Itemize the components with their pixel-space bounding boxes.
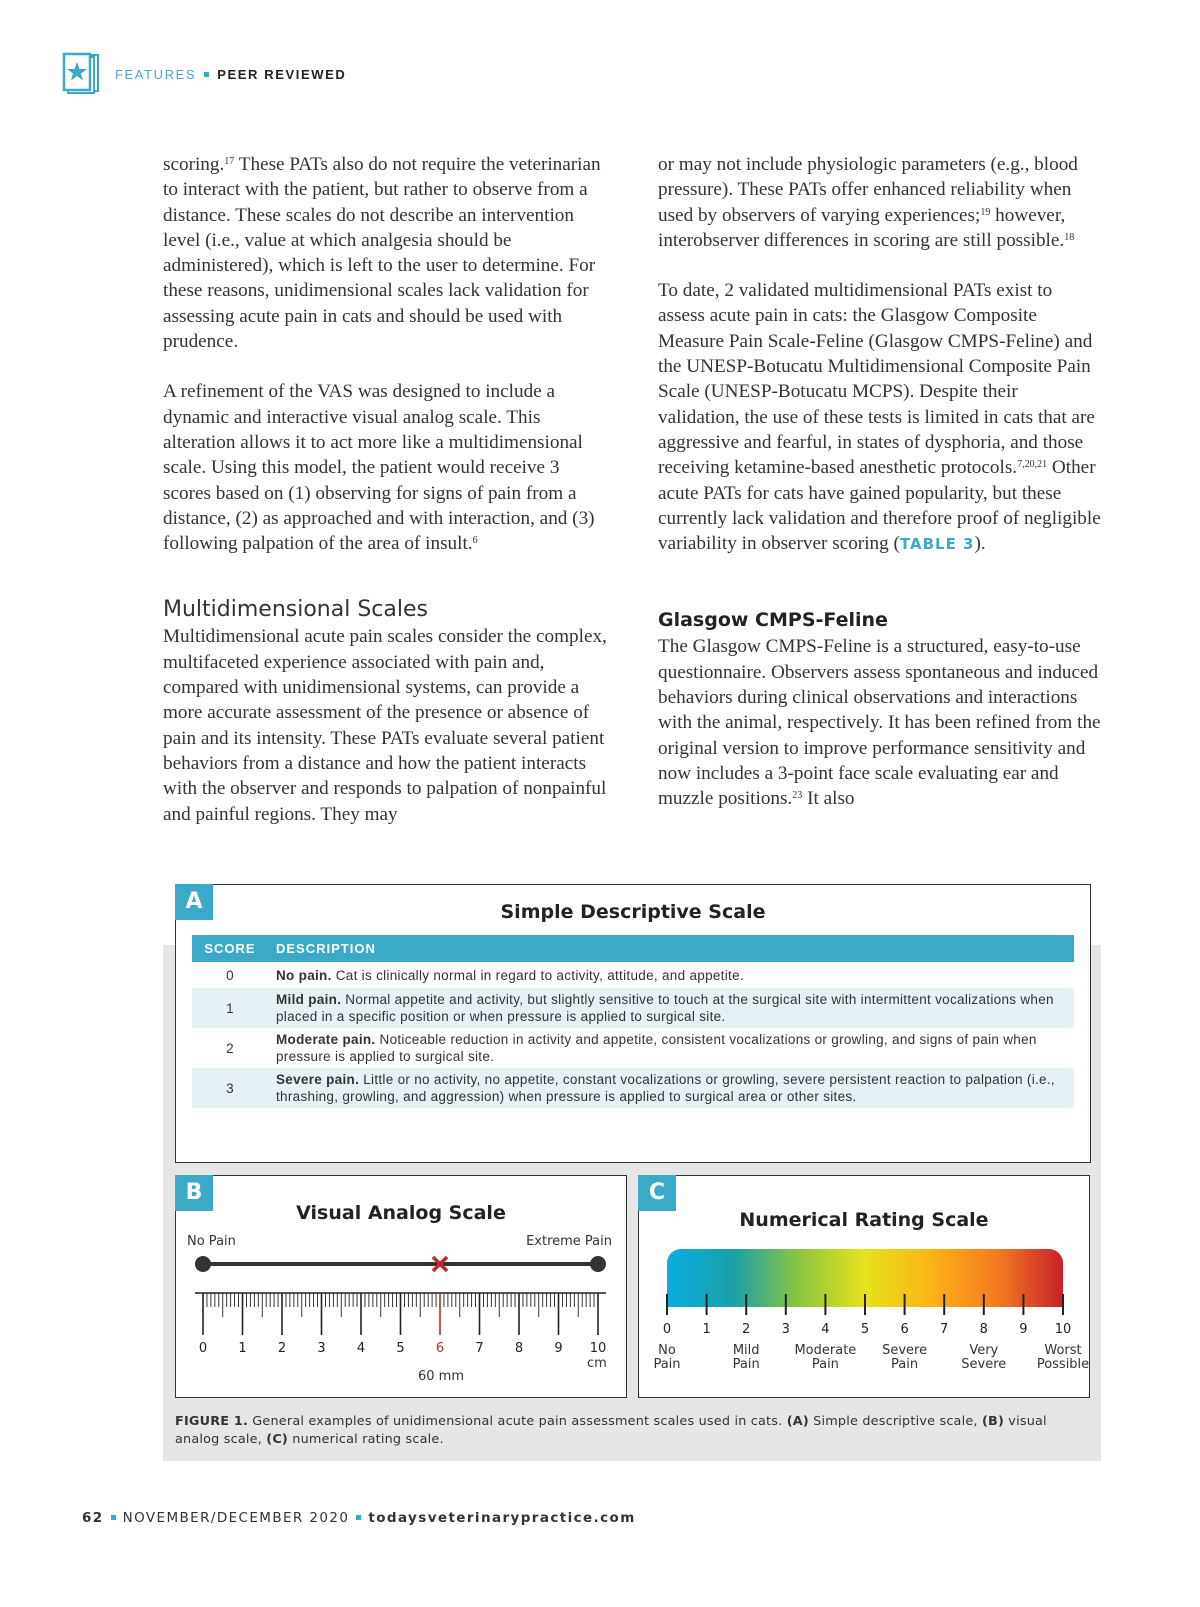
- unit-label: cm: [587, 1356, 607, 1371]
- section-label: FEATURES: [115, 67, 197, 82]
- column-header-description: DESCRIPTION: [268, 935, 1074, 962]
- label-line: Pain: [653, 1357, 681, 1372]
- panel-title: Numerical Rating Scale: [739, 1209, 989, 1231]
- text: To date, 2 validated multidimensional PATs exist to assess acute pain in cats: the Glasgow Composite Measure Pain Scale-Feline (Glasgow CMPS-Feline) and the UNESP-Botucatu Multidimensional Composite Pain Scale (UNESP-Botucatu MCPS). Despite their validation, the use of these tests is limited in cats that are aggressive and fearful, in states of dysphoria, and those receiving ketamine-based anesthetic protocols.: [658, 280, 1095, 479]
- vas-ruler: [176, 1176, 626, 1396]
- scale-tick-label: 0: [662, 1322, 672, 1337]
- paragraph: [658, 634, 1103, 811]
- ruler-tick-label: 3: [317, 1341, 326, 1356]
- label-line: Pain: [891, 1357, 919, 1372]
- description-cell: [268, 1068, 1074, 1108]
- section-header: [115, 67, 346, 82]
- text: It also: [802, 788, 855, 810]
- description-cell: [268, 988, 1074, 1028]
- ruler-tick-label: 4: [356, 1341, 366, 1356]
- table-row: [192, 962, 1074, 988]
- right-column: [658, 152, 1103, 837]
- label-line: Pain: [732, 1357, 760, 1372]
- text: visual analog scale,: [175, 1414, 1047, 1447]
- citation: 23: [792, 790, 803, 802]
- panel-c-numerical-rating-scale: [638, 1175, 1090, 1398]
- pain-category-label: [786, 1344, 864, 1372]
- text: scoring.: [163, 154, 225, 175]
- pain-level-label: Severe pain.: [276, 1072, 360, 1087]
- label-line: Mild: [732, 1343, 760, 1358]
- citation: 19: [980, 206, 991, 218]
- subsection-heading: Glasgow CMPS-Feline: [658, 609, 888, 632]
- pain-category-label: [945, 1344, 1023, 1372]
- scale-tick-label: 4: [821, 1322, 830, 1337]
- text: or may not include physiologic parameters (e.g., blood pressure). These PATs offer enhanced reliability when used by observers of varying experiences;: [658, 154, 1078, 226]
- caption-label: FIGURE 1.: [175, 1414, 249, 1429]
- panel-letter: A: [175, 884, 213, 920]
- paragraph: [658, 278, 1103, 557]
- extreme-pain-label: Extreme Pain: [526, 1234, 612, 1249]
- separator-dot: [356, 1515, 361, 1520]
- scale-tick-label: 6: [900, 1322, 909, 1337]
- table-row: [192, 1068, 1074, 1108]
- panel-b-visual-analog-scale: [175, 1175, 627, 1398]
- text: (A): [786, 1414, 809, 1429]
- table-row: [192, 1028, 1074, 1068]
- label-line: No: [658, 1343, 676, 1358]
- text: Simple descriptive scale,: [808, 1414, 982, 1429]
- separator-dot: [204, 72, 209, 77]
- label-line: Very: [969, 1343, 999, 1358]
- scale-tick-label: 9: [1019, 1322, 1028, 1337]
- pain-level-label: No pain.: [276, 967, 332, 983]
- label-line: Severe: [961, 1357, 1007, 1372]
- pain-category-label: [866, 1344, 944, 1372]
- paragraph: [163, 379, 608, 556]
- score-cell: 0: [226, 967, 234, 983]
- figure-caption: [175, 1413, 1085, 1449]
- text: numerical rating scale.: [287, 1432, 444, 1447]
- score-cell: 3: [192, 1068, 268, 1108]
- panel-title: Visual Analog Scale: [296, 1202, 506, 1224]
- text: (C): [266, 1432, 288, 1447]
- paragraph: [163, 152, 608, 354]
- no-pain-label: No Pain: [187, 1234, 236, 1249]
- citation: 18: [1064, 231, 1075, 243]
- pain-score-table: [192, 935, 1074, 1108]
- paragraph: Multidimensional acute pain scales consider the complex, multifaceted experience associated with pain and, compared with unidimensional systems, can provide a more accurate assessment of the presence or absence of pain and its intensity. These PATs evaluate several patient behaviors from a distance and how the patient interacts with the observer and responds to palpation of nonpainful and painful regions. They may: [163, 626, 607, 825]
- pain-category-label: [707, 1344, 785, 1372]
- citation: 7,20,21: [1017, 459, 1048, 471]
- description-text: Little or no activity, no appetite, constant vocalizations or growling, severe persistent reaction to palpation (i.e., thrashing, growling, and aggression) when pressure is applied to surgical area or other sites.: [276, 1072, 1055, 1104]
- panel-a-simple-descriptive-scale: [175, 884, 1091, 1163]
- text: however, interobserver differences in scoring are still possible.: [658, 204, 1066, 251]
- score-cell: 1: [192, 988, 268, 1028]
- text: ).: [974, 533, 986, 555]
- vas-endpoint-right: [590, 1256, 606, 1272]
- label-line: Pain: [811, 1357, 839, 1372]
- pain-category-label: [628, 1344, 706, 1372]
- ruler-tick-label: 8: [514, 1341, 524, 1356]
- table-3-link[interactable]: TABLE 3: [899, 535, 975, 554]
- left-column: [163, 152, 608, 852]
- text: (B): [981, 1414, 1005, 1429]
- vas-endpoint-left: [195, 1256, 211, 1272]
- scale-tick-label: 1: [702, 1322, 711, 1337]
- citation: 6: [472, 535, 478, 547]
- scale-tick-label: 2: [742, 1322, 751, 1337]
- section-heading: Multidimensional Scales: [163, 597, 428, 623]
- scale-tick-label: 3: [781, 1322, 790, 1337]
- pain-level-label: Moderate pain.: [276, 1032, 376, 1047]
- page-footer: [82, 1510, 636, 1526]
- text: These PATs also do not require the veterinarian to interact with the patient, but rather to observe from a distance. These scales do not describe an intervention level (i.e., value at which analgesia should be administered), which is left to the user to determine. For these reasons, unidimensional scales lack validation for assessing acute pain in cats and should be used with prudence.: [163, 154, 601, 353]
- label-line: Worst: [1044, 1343, 1082, 1358]
- ruler-tick-label: 10: [589, 1341, 607, 1356]
- scale-tick-label: 8: [979, 1322, 988, 1337]
- pain-category-label: [1024, 1344, 1102, 1372]
- ruler-tick-label: 5: [396, 1341, 405, 1356]
- ruler-tick-label: 9: [554, 1341, 563, 1356]
- separator-dot: [111, 1515, 116, 1520]
- ruler-tick-label: 1: [238, 1341, 247, 1356]
- panel-title: Simple Descriptive Scale: [500, 901, 766, 923]
- website-link[interactable]: todaysveterinarypractice.com: [368, 1510, 636, 1526]
- text: General examples of unidimensional acute pain assessment scales used in cats.: [248, 1414, 787, 1429]
- pain-level-label: Mild pain.: [276, 992, 342, 1007]
- table-row: [192, 988, 1074, 1028]
- column-header-score: SCORE: [192, 935, 268, 962]
- description-cell: [268, 962, 1074, 988]
- scale-tick-label: 7: [940, 1322, 949, 1337]
- ruler-tick-label: 6: [435, 1341, 445, 1356]
- label-line: Possible: [1036, 1357, 1090, 1372]
- label-line: Moderate: [794, 1343, 857, 1358]
- description-text: Noticeable reduction in activity and appetite, consistent vocalizations or growling, and signs of pain when pressure is applied to surgical site.: [276, 1032, 1037, 1064]
- description-cell: [268, 1028, 1074, 1068]
- ruler-tick-label: 2: [277, 1341, 287, 1356]
- features-book-star-icon: [62, 52, 102, 100]
- citation: 17: [224, 156, 235, 167]
- label-line: Severe: [882, 1343, 928, 1358]
- ruler-tick-label: 0: [198, 1341, 208, 1356]
- panel-letter: C: [638, 1175, 676, 1211]
- text: Other acute PATs for cats have gained popularity, but these currently lack validation and therefore proof of negligible variability in observer scoring (: [658, 457, 1101, 555]
- text: A refinement of the VAS was designed to include a dynamic and interactive visual analog scale. This alteration allows it to act more like a multidimensional scale. Using this model, the patient would receive 3 scores based on (1) observing for signs of pain from a distance, (2) as approached and with interaction, and (3) following palpation of the area of insult.: [163, 381, 595, 555]
- scale-tick-label: 10: [1054, 1322, 1072, 1337]
- panel-letter: B: [175, 1175, 213, 1211]
- description-text: Cat is clinically normal in regard to activity, attitude, and appetite.: [331, 967, 744, 983]
- score-cell: 2: [226, 1040, 234, 1056]
- text: The Glasgow CMPS-Feline is a structured, easy-to-use questionnaire. Observers assess spontaneous and induced behaviors during clinical observations and interactions with the animal, respectively. It has been refined from the original version to improve performance sensitivity and now includes a 3-point face scale evaluating ear and muzzle positions.: [658, 636, 1101, 810]
- description-text: Normal appetite and activity, but slightly sensitive to touch at the surgical site with intermittent vocalizations when placed in a specific position or when pressure is applied to surgical site.: [276, 992, 1054, 1024]
- ruler-tick-label: 7: [475, 1341, 484, 1356]
- scale-tick-label: 5: [860, 1322, 870, 1337]
- page-number: 62: [82, 1510, 104, 1526]
- marked-value-label: 60 mm: [418, 1369, 465, 1384]
- issue-date: NOVEMBER/DECEMBER 2020: [122, 1510, 350, 1526]
- paragraph: [658, 152, 1103, 253]
- subsection-label: PEER REVIEWED: [217, 67, 347, 82]
